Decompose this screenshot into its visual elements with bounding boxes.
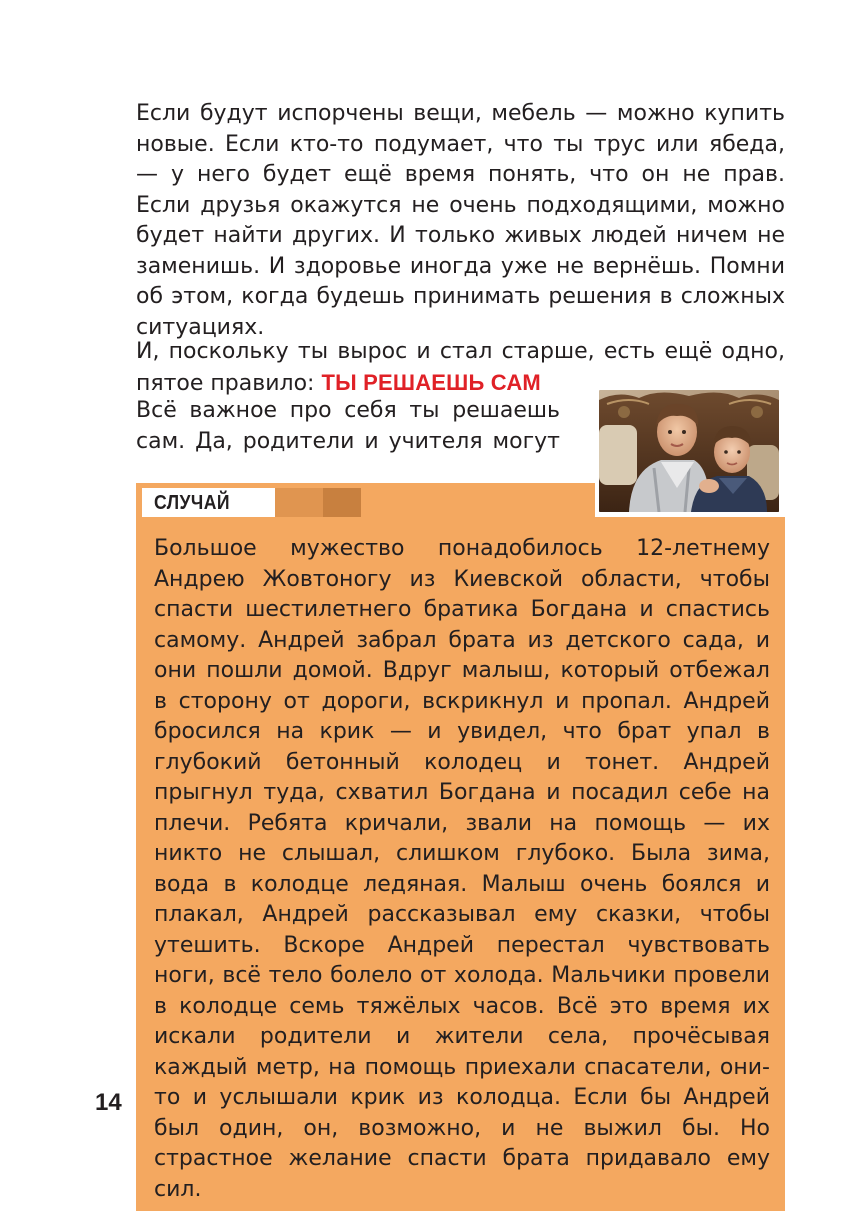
brothers-photo xyxy=(599,390,779,512)
fifth-rule-lead: И, поскольку ты вырос и стал старше, есть ещё одно, пятое правило: xyxy=(136,339,785,396)
fifth-rule-highlight: ТЫ РЕШАЕШЬ САМ xyxy=(321,369,541,395)
case-story-text: Большое мужество понадобилось 12-летнему Андрею Жовтоногу из Киевской области, чтобы спасти шестилетнего братика Богдана и спастись самому. Андрей забрал брата из детского сада, и они пошли домой. Вдруг малыш, который отбежал в сторону от дороги, вскрикнул и пропал. Андрей бросился на крик — и увидел, что брат упал в глубокий бетонный колодец и тонет. Андрей прыгнул туда, схватил Богдана и посадил себе на плечи. Ребята кричали, звали на помощь — их никто не слышал, слишком глубоко. Была зима, вода в колодце ледяная. Малыш очень боялся и плакал, Андрей рассказывал ему сказки, чтобы утешить. Вскоре Андрей перестал чувствовать ноги, всё тело болело от холода. Мальчики провели в колодце семь тяжёлых часов. Всё это время их искали родители и жители села, прочёсывая каждый метр, на помощь приехали спасатели, они-то и услышали крик из колодца. Если бы Андрей был один, он, возможно, и не выжил бы. Но страстное желание спасти брата придавало ему сил. xyxy=(154,536,770,1202)
intro-paragraph: Если будут испорчены вещи, мебель — можно купить новые. Если кто-то подумает, что ты трус или ябеда, — у него будет ещё время понять, что он не прав. Если друзья окажутся не очень подходящими, можно будет найти других. И только живых людей ничем не заменишь. И здоровье иногда уже не вернёшь. Помни об этом, когда будешь принимать решения в сложных ситуациях. xyxy=(136,101,785,340)
case-header-tab xyxy=(275,488,323,517)
page-number: 14 xyxy=(95,1089,122,1116)
decide-yourself-paragraph: Всё важное про себя ты решаешь сам. Да, родители и учителя могут xyxy=(136,398,560,454)
case-header-tab xyxy=(323,488,361,517)
case-label: СЛУЧАЙ xyxy=(154,492,230,514)
